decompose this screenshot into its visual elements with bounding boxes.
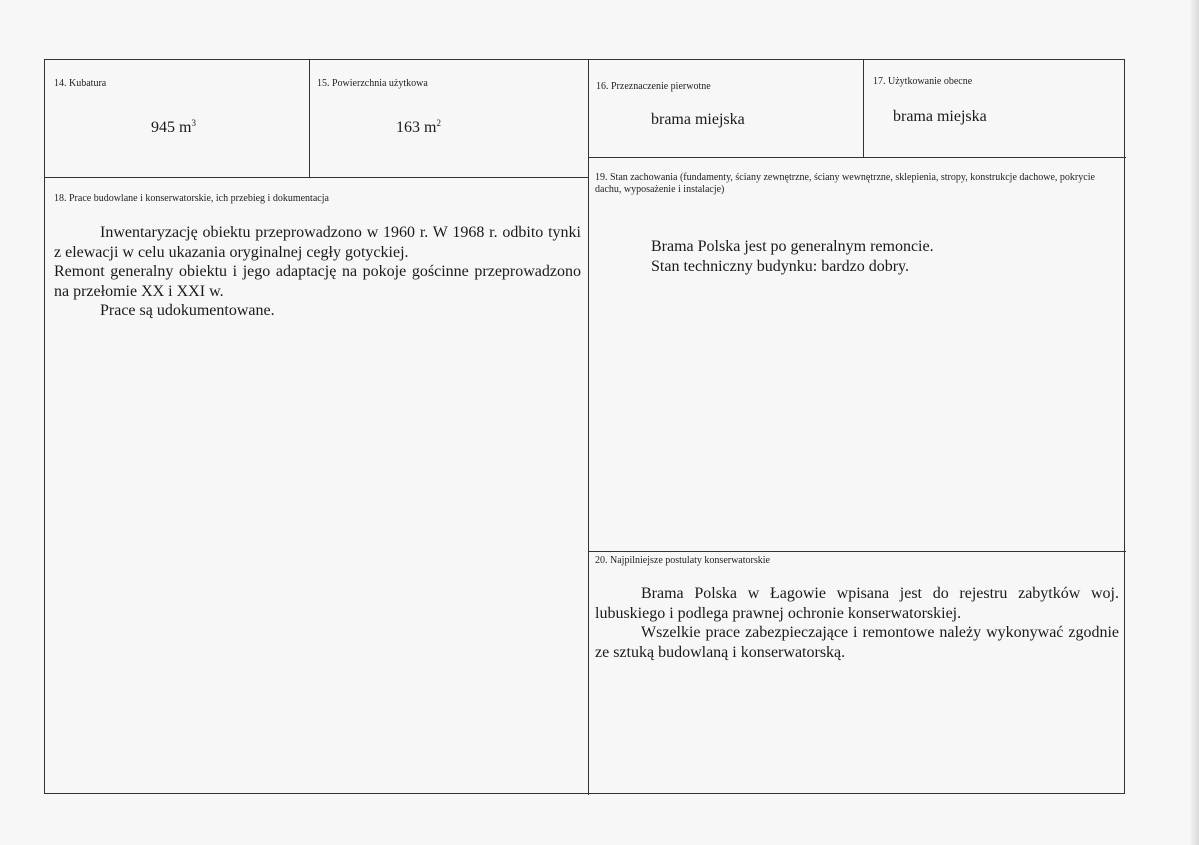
field-15-value (396, 118, 441, 137)
field-16-label: 16. Przeznaczenie pierwotne (596, 81, 711, 92)
field-19-line-2: Stan techniczny budynku: bardzo dobry. (651, 257, 910, 275)
field-20-para-2: Wszelkie prace zabezpieczające i remontowe należy wykonywać zgodnie ze sztuką budowlaną i konserwatorską. (595, 624, 1119, 661)
field-18-para-2: Remont generalny obiektu i jego adaptację na pokoje gościnne przeprowadzono na przełomie XX i XXI w. (54, 263, 581, 300)
field-20-text (595, 584, 1119, 662)
field-18-label: 18. Prace budowlane i konserwatorskie, ich przebieg i dokumentacja (54, 193, 329, 204)
field-14-label: 14. Kubatura (54, 78, 107, 89)
divider-16-17 (863, 60, 864, 157)
field-15-label: 15. Powierzchnia użytkowa (317, 78, 428, 89)
divider-19-20 (588, 551, 1126, 552)
divider-top-right (588, 157, 1126, 158)
divider-top-left (45, 177, 588, 178)
field-17-label: 17. Użytkowanie obecne (873, 76, 973, 87)
field-20-para-1: Brama Polska w Łagowie wpisana jest do rejestru zabytków woj. lubuskiego i podlega prawnej ochronie konserwatorskiej. (595, 585, 1119, 622)
field-19-line-1: Brama Polska jest po generalnym remoncie. (651, 238, 934, 255)
field-17-value: brama miejska (893, 108, 987, 125)
field-18-text (54, 223, 581, 321)
field-16-value: brama miejska (651, 111, 745, 128)
field-20-label: 20. Najpilniejsze postulaty konserwatorskie (595, 555, 770, 566)
cubature-text: 945 m (151, 119, 192, 136)
divider-left-right (588, 60, 589, 795)
field-19-label: 19. Stan zachowania (fundamenty, ściany zewnętrzne, ściany wewnętrzne, sklepienia, stropy, konstrukcje dachowe, pokrycie dachu, wyposażenie i instalacje) (595, 172, 1095, 195)
field-19-text (651, 237, 1111, 276)
field-18-para-1: Inwentaryzację obiektu przeprowadzono w 1960 r. W 1968 r. odbito tynki z elewacji w celu ukazania oryginalnej cegły gotyckiej. (54, 224, 581, 261)
field-14-value (151, 118, 196, 137)
field-18-para-3: Prace są udokumentowane. (100, 302, 275, 319)
area-text: 163 m (396, 119, 437, 136)
divider-14-15 (309, 60, 310, 177)
cubature-unit-sup: 3 (191, 118, 196, 128)
area-unit-sup: 2 (436, 118, 441, 128)
heritage-record-form (44, 59, 1125, 794)
page-edge-shadow (1189, 0, 1199, 845)
